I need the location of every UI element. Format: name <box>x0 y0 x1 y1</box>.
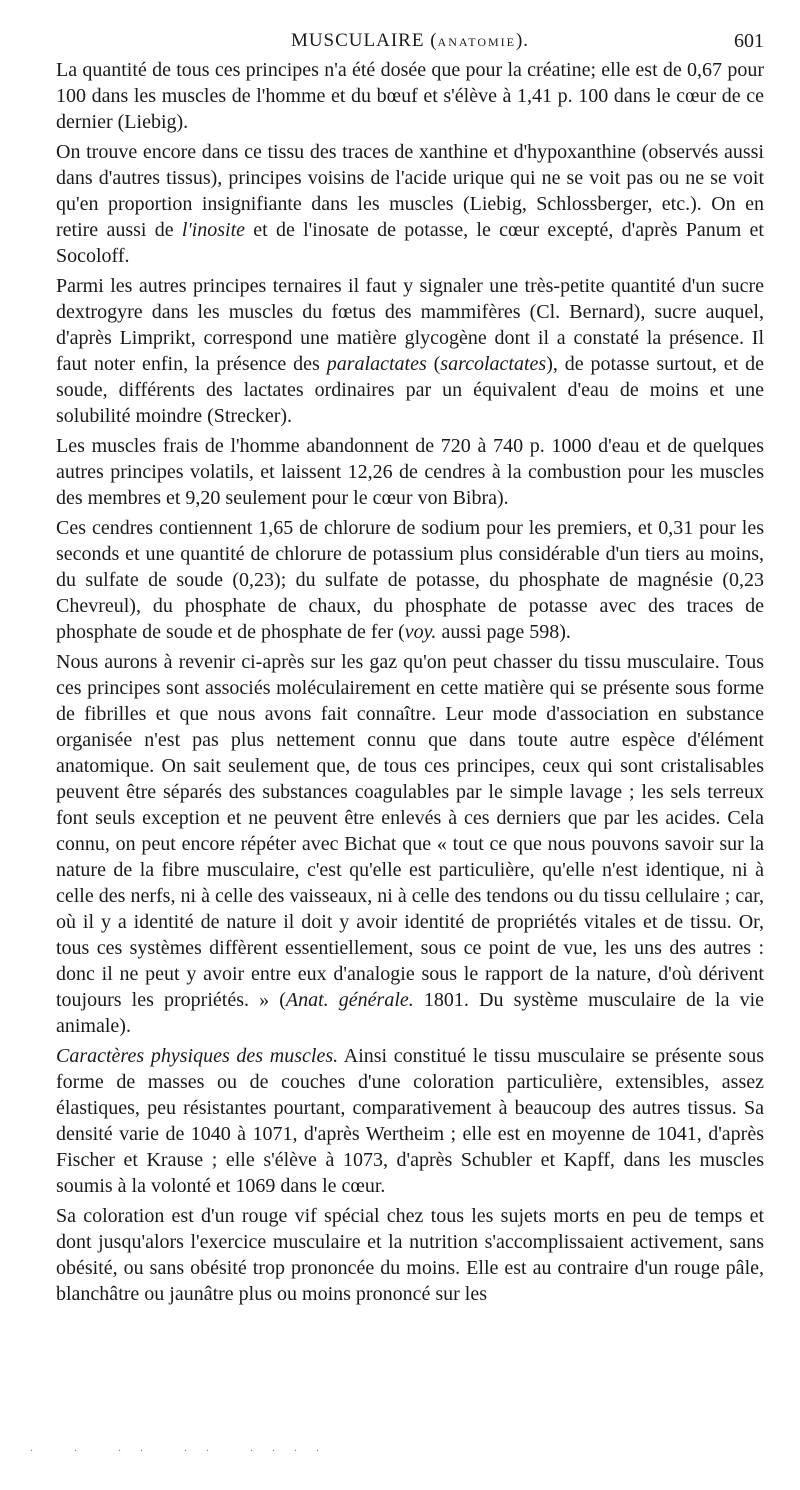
running-title-paren-open: ( <box>430 30 438 51</box>
italic-text: Anat. générale. <box>285 989 414 1011</box>
body-text <box>56 57 764 1311</box>
text-run: aussi page 598). <box>436 621 571 643</box>
italic-text: paralactates <box>326 353 427 375</box>
running-title <box>56 30 764 52</box>
text-run: La quantité de tous ces principes n'a été dosée que pour la créatine; elle est de 0,67 pour 100 dans les muscles de l'homme et du bœuf et s'élève à 1,41 p. 100 dans le cœur de ce dernier (Liebig). <box>56 59 764 133</box>
italic-text: Caractères physiques des muscles. <box>56 1045 339 1067</box>
running-title-paren-close: ). <box>515 30 530 51</box>
running-title-subject: ANATOMIE <box>437 35 516 49</box>
text-run: Ces cendres contiennent 1,65 de chlorure de sodium pour les premiers, et 0,31 pour les seconds et une quantité de chlorure de potassium plus considérable d'un tiers au moins, du sulfate de soude (0,23); du sulfate de potasse, du phosphate de magnésie (0,23 Chevreul), du phosphate de chaux, du phosphate de potasse avec des traces de phosphate de soude et de phosphate de fer ( <box>56 517 764 643</box>
italic-text: sarcolactates <box>440 353 547 375</box>
text-run: Sa coloration est d'un rouge vif spécial chez tous les sujets morts en peu de temps et dont jusqu'alors l'exercice musculaire et la nutrition s'accomplissaient activement, sans obésité, ou sans obésité trop prononcée du moins. Elle est au contraire d'un rouge pâle, blanchâtre ou jaunâtre plus ou moins prononcé sur les <box>56 1205 764 1305</box>
paragraph <box>56 1043 764 1199</box>
text-run: et de l'inosate de potasse, le cœur excepté, d'après Panum et Socoloff. <box>56 219 764 267</box>
paragraph <box>56 1203 764 1307</box>
running-head <box>56 30 764 56</box>
italic-text: l'inosite <box>181 219 246 241</box>
text-run: ), de potasse surtout, et de soude, différents des lactates ordinaires par un équivalent d'eau de moins et une solubilité moindre (Strecker). <box>56 353 764 427</box>
text-run: 1801. Du système musculaire de la vie animale). <box>56 989 765 1037</box>
page-number: 601 <box>734 30 764 52</box>
paragraph <box>56 57 764 135</box>
paragraph <box>56 515 764 645</box>
italic-text: voy. <box>404 621 437 643</box>
paragraph <box>56 649 764 1039</box>
running-title-main: MUSCULAIRE <box>290 30 425 51</box>
text-run: Parmi les autres principes ternaires il faut y signaler une très-petite quantité d'un sucre dextrogyre dans les muscles du fœtus des mammifères (Cl. Bernard), sucre auquel, d'après Limprikt, correspond une matière glycogène dont il a constaté la présence. Il faut noter enfin, la présence des <box>56 275 764 375</box>
paragraph <box>56 433 764 511</box>
paragraph <box>56 273 764 429</box>
scan-artifact-dots: . . . . . . . . . . <box>30 1440 327 1454</box>
text-run: On trouve encore dans ce tissu des traces de xanthine et d'hypoxanthine (observés aussi dans d'autres tissus), principes voisins de l'acide urique qui ne se voit pas ou ne se voit qu'en proportion insignifiante dans les muscles (Liebig, Schlossberger, etc.). On en retire aussi de <box>56 141 764 241</box>
text-run: ( <box>426 353 441 375</box>
paragraph <box>56 139 764 269</box>
text-run: Ainsi constitué le tissu musculaire se présente sous forme de masses ou de couches d'une coloration particulière, extensibles, assez élastiques, peu résistantes pourtant, comparativement à beaucoup des autres tissus. Sa densité varie de 1040 à 1071, d'après Wertheim ; elle est en moyenne de 1041, d'après Fischer et Krause ; elle s'élève à 1073, d'après Schubler et Kapff, dans les muscles soumis à la volonté et 1069 dans le cœur. <box>56 1045 764 1197</box>
text-run: Nous aurons à revenir ci-après sur les gaz qu'on peut chasser du tissu musculaire. Tous ces principes sont associés moléculairement en cette matière qui se présente sous forme de fibrilles et que nous avons fait connaître. Leur mode d'association en substance organisée n'est pas plus nettement connu que dans toute autre espèce d'élément anatomique. On sait seulement que, de tous ces principes, ceux qui sont cristalisables peuvent être séparés des substances coagulables par le simple lavage ; les sels terreux font seuls exception et ne peuvent être enlevés à ces derniers que par les acides. Cela connu, on peut encore répéter avec Bichat que « tout ce que nous pouvons savoir sur la nature de la fibre musculaire, c'est qu'elle est particulière, qu'elle n'est identique, ni à celle des nerfs, ni à celle des vaisseaux, ni à celle des tendons ou du tissu cellulaire ; car, où il y a identité de nature il doit y avoir identité de propriétés vitales et de tissu. Or, tous ces systèmes diffèrent essentiellement, sous ce point de vue, les uns des autres : donc il ne peut y avoir entre eux d'analogie sous le rapport de la nature, d'où dérivent toujours les propriétés. » ( <box>56 651 764 1011</box>
text-run: Les muscles frais de l'homme abandonnent de 720 à 740 p. 1000 d'eau et de quelques autres principes volatils, et laissent 12,26 de cendres à la combustion pour les muscles des membres et 9,20 seulement pour le cœur von Bibra). <box>56 435 764 509</box>
